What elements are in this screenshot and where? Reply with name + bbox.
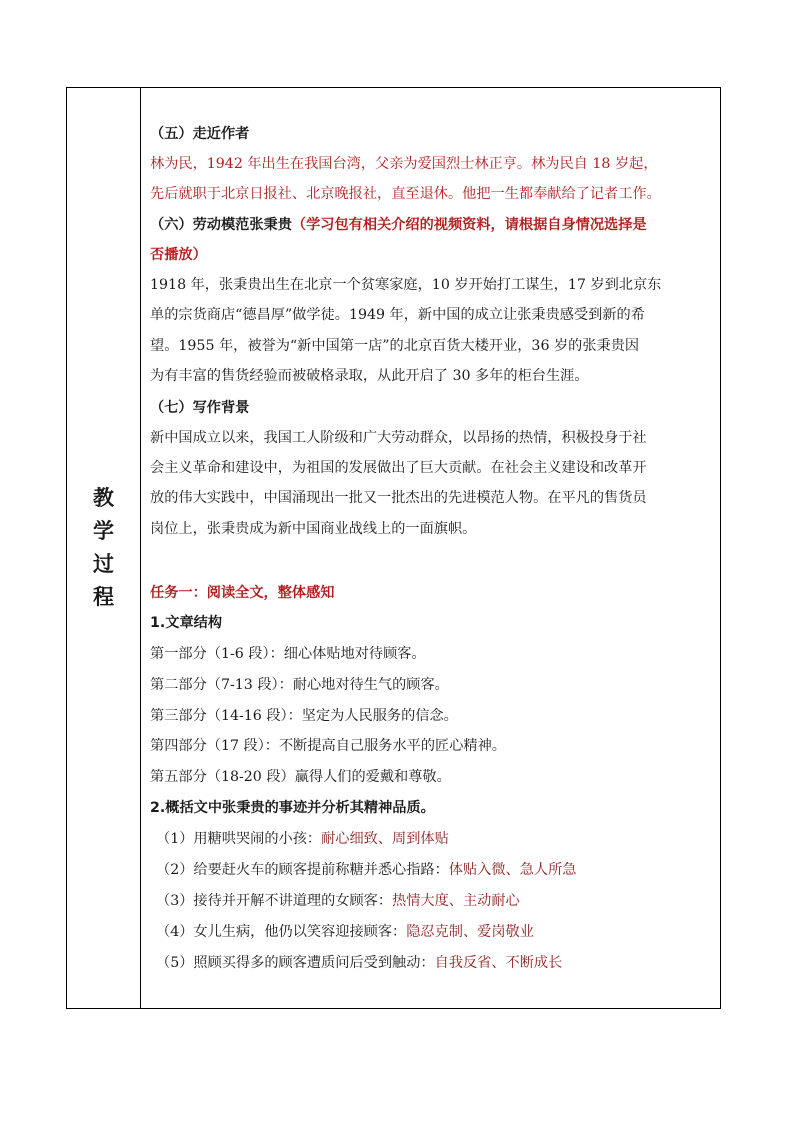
summary-item-quality: 耐心细致、周到体贴 — [321, 831, 449, 847]
section7-line: 岗位上，张秉贵成为新中国商业战线上的一面旗帜。 — [150, 521, 477, 537]
summary-item-text: （2）给要赶火车的顾客提前称糖并悉心指路： — [156, 862, 449, 878]
structure-part: 第一部分（1-6 段）：细心体贴地对待顾客。 — [150, 646, 426, 662]
section6-line: 1918 年，张秉贵出生在北京一个贫寒家庭，10 岁开始打工谋生，17 岁到北京东 — [150, 277, 662, 293]
structure-part: 第三部分（14-16 段）：坚定为人民服务的信念。 — [150, 708, 458, 724]
summary-item-text: （4）女儿生病，他仍以笑容迎接顾客： — [156, 924, 407, 940]
section5-heading: （五）走近作者 — [150, 126, 250, 142]
section6-line: 为有丰富的售货经验而被破格录取，从此开启了 30 多年的柜台生涯。 — [150, 368, 589, 384]
lesson-table — [66, 87, 721, 1009]
section6-line: 单的宗货商店“德昌厚”做学徒。1949 年，新中国的成立让张秉贵感受到新的希 — [150, 307, 645, 323]
section6-line: 望。1955 年，被誉为“新中国第一店”的北京百货大楼开业，36 岁的张秉贵因 — [150, 338, 640, 354]
content-cell — [141, 88, 720, 1008]
summary-item — [156, 860, 576, 880]
section5-line: 先后就职于北京日报社、北京晚报社，直至退休。他把一生都奉献给了记者工作。 — [150, 186, 661, 202]
summary-item — [156, 829, 449, 849]
task1-heading: 任务一：阅读全文，整体感知 — [150, 585, 335, 601]
summary-item-quality: 自我反省、不断成长 — [434, 955, 563, 971]
row-label-char: 教 — [93, 486, 114, 510]
section5-line: 林为民，1942 年出生在我国台湾，父亲为爱国烈士林正亨。林为民自 18 岁起， — [150, 156, 658, 172]
summary-item-quality: 热情大度、主动耐心 — [392, 893, 520, 909]
section6-heading: （六）劳动模范张秉贵 — [150, 217, 292, 233]
structure-heading: 1.文章结构 — [150, 615, 223, 631]
section7-line: 放的伟大实践中，中国涌现出一批又一批杰出的先进模范人物。在平凡的售货员 — [150, 490, 647, 506]
structure-part: 第四部分（17 段）：不断提高自己服务水平的匠心精神。 — [150, 738, 506, 754]
summary-item-quality: 隐忍克制、爱岗敬业 — [406, 924, 534, 940]
row-label-char: 程 — [93, 585, 114, 609]
summary-item — [156, 922, 534, 942]
summary-item-text: （5）照顾买得多的顾客遭质问后受到触动： — [156, 955, 435, 971]
summary-heading: 2.概括文中张秉贵的事迹并分析其精神品质。 — [150, 800, 435, 816]
summary-item-text: （3）接待并开解不讲道理的女顾客： — [156, 893, 393, 909]
row-label-cell — [67, 88, 141, 1008]
summary-item-quality: 体贴入微、急人所急 — [448, 862, 577, 878]
summary-item — [156, 953, 562, 973]
section7-heading: （七）写作背景 — [150, 400, 250, 416]
section6-note: （学习包有相关介绍的视频资料，请根据自身情况选择是 — [291, 217, 647, 233]
structure-part: 第二部分（7-13 段）：耐心地对待生气的顾客。 — [150, 677, 449, 693]
structure-part: 第五部分（18-20 段）赢得人们的爱戴和尊敬。 — [150, 769, 451, 785]
row-label-char: 过 — [93, 552, 114, 576]
summary-item — [156, 891, 520, 911]
row-label-char: 学 — [93, 519, 114, 543]
section6-note-cont: 否播放） — [150, 247, 207, 263]
section7-line: 新中国成立以来，我国工人阶级和广大劳动群众，以昂扬的热情，积极投身于社 — [150, 430, 647, 446]
summary-item-text: （1）用糖哄哭闹的小孩： — [156, 831, 322, 847]
section6-heading-line — [150, 215, 647, 235]
section7-line: 会主义革命和建设中，为祖国的发展做出了巨大贡献。在社会主义建设和改革开 — [150, 460, 647, 476]
